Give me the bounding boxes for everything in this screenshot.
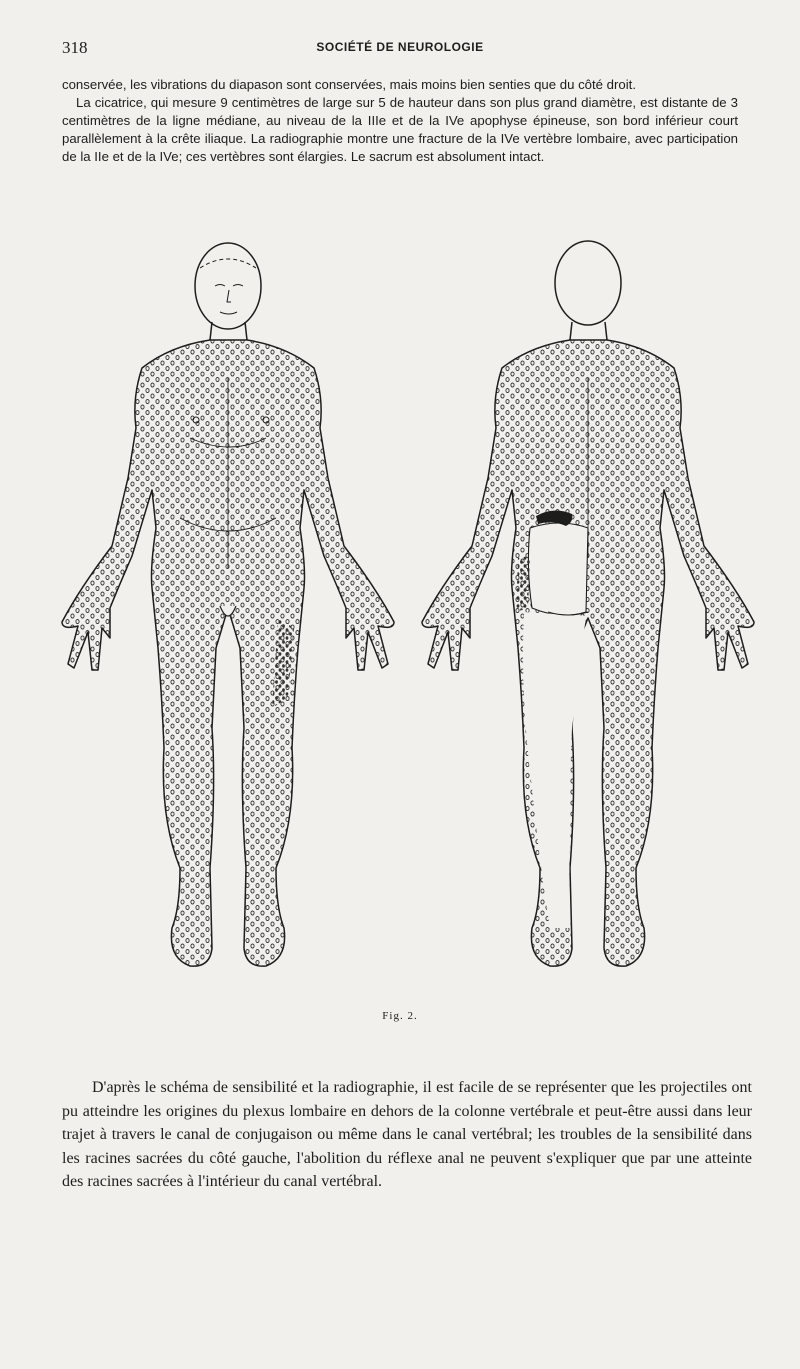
intro-paragraph-2: La cicatrice, qui mesure 9 centimètres de large sur 5 de hauteur dans son plus grand diamètre, est distante de 3 centimètres de la ligne médiane, au niveau de la IIIe et de la IVe apophyse épineuse, son bord inférieur court parallèlement à la crête iliaque. La radiographie montre une fracture de la IVe vertèbre lombaire, avec participation de la IIe et de la IVe; ces vertèbres sont élargies. Le sacrum est absolument intact.	[62, 95, 738, 164]
back-body-figure	[422, 241, 754, 966]
figure-caption: Fig. 2.	[382, 1010, 418, 1022]
body-diagrams	[40, 228, 760, 1008]
running-head: SOCIÉTÉ DE NEUROLOGIE	[316, 40, 484, 54]
body-diagram-figure	[40, 228, 760, 1008]
closing-paragraph: D'après le schéma de sensibilité et la radiographie, il est facile de se représenter que les projectiles ont pu atteindre les origines du plexus lombaire en dehors de la colonne vertébrale et peut-être aussi dans leur trajet à travers le canal de conjugaison ou même dans le canal vertébral; les troubles de la sensibilité dans les racines sacrées du côté gauche, l'abolition du réflexe anal ne peuvent s'expliquer que par une atteinte des racines sacrées à l'intérieur du canal vertébral.	[62, 1079, 752, 1190]
intro-paragraph-1: conservée, les vibrations du diapason sont conservées, mais moins bien senties que du côté droit.	[62, 77, 636, 92]
page-number: 318	[62, 38, 88, 57]
front-body-figure	[62, 243, 394, 966]
page-header	[62, 38, 738, 58]
intro-text	[62, 76, 738, 166]
